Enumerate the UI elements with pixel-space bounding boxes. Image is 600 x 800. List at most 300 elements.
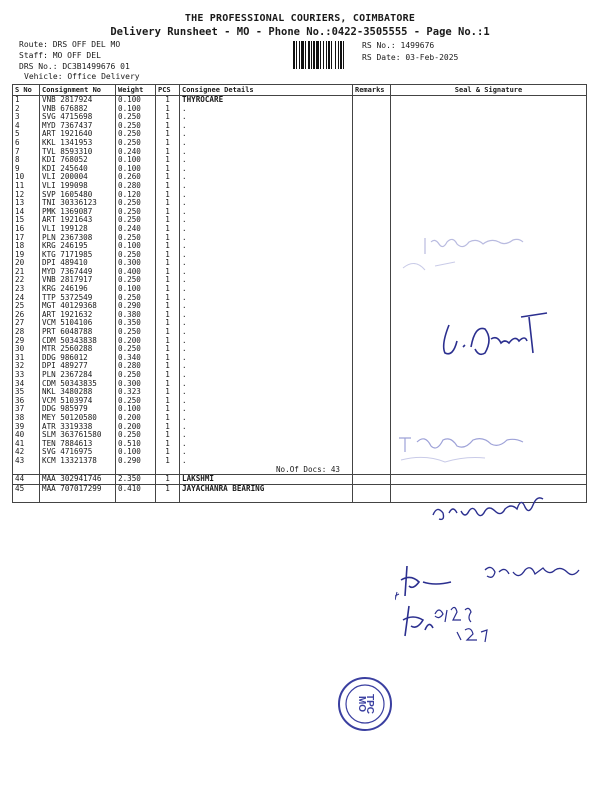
cell-pcs: 1 <box>156 302 180 311</box>
cell-pcs: 1 <box>156 122 180 131</box>
cell-sno: 17 <box>13 234 40 243</box>
cell-consignee: . <box>180 199 353 208</box>
cell-consignment: SVG 4716975 <box>40 448 116 457</box>
cell-remarks <box>353 242 391 251</box>
cell-consignment: KCM 13321378 <box>40 457 116 466</box>
cell-consignment: MYD 7367437 <box>40 122 116 131</box>
table-row <box>13 148 587 157</box>
cell-seal-signature <box>391 397 587 406</box>
cell-consignee: . <box>180 225 353 234</box>
cell-consignment: VCM 5103974 <box>40 397 116 406</box>
cell-consignee: . <box>180 285 353 294</box>
cell-consignment: PLN 2367284 <box>40 371 116 380</box>
cell-seal-signature <box>391 130 587 139</box>
cell-seal-signature <box>391 105 587 114</box>
cell-pcs: 1 <box>156 414 180 423</box>
cell-consignee: . <box>180 345 353 354</box>
cell-consignment: DPI 489410 <box>40 259 116 268</box>
table-row <box>13 216 587 225</box>
cell-pcs: 1 <box>156 337 180 346</box>
thyrocare-faded-stamp <box>395 228 535 278</box>
cell-consignee: . <box>180 405 353 414</box>
cell-consignee: . <box>180 173 353 182</box>
cell-pcs: 1 <box>156 173 180 182</box>
cell-consignment: MAA 707017299 <box>40 484 116 493</box>
empty-cell <box>156 466 180 475</box>
cell-sno: 24 <box>13 294 40 303</box>
cell-weight: 0.100 <box>116 96 156 105</box>
svg-text:MO: MO <box>356 695 367 713</box>
cell-weight: 0.410 <box>116 484 156 493</box>
cell-sno: 37 <box>13 405 40 414</box>
cell-consignment: DDG 985979 <box>40 405 116 414</box>
cell-sno: 28 <box>13 328 40 337</box>
table-row <box>13 191 587 200</box>
cell-consignee: . <box>180 191 353 200</box>
cell-weight: 0.300 <box>116 380 156 389</box>
barcode-bar <box>331 41 332 69</box>
cell-consignee: . <box>180 165 353 174</box>
cell-seal-signature <box>391 199 587 208</box>
cell-consignee: THYROCARE <box>180 96 353 105</box>
cell-remarks <box>353 380 391 389</box>
cell-consignment: KRG 246196 <box>40 285 116 294</box>
cell-pcs: 1 <box>156 242 180 251</box>
cell-pcs: 1 <box>156 328 180 337</box>
cell-seal-signature <box>391 380 587 389</box>
cell-consignment: TVL 8593310 <box>40 148 116 157</box>
cell-consignment: CDM 50343835 <box>40 380 116 389</box>
cell-pcs: 1 <box>156 139 180 148</box>
header-title: THE PROFESSIONAL COURIERS, COIMBATORE <box>184 13 416 24</box>
cell-pcs: 1 <box>156 156 180 165</box>
barcode-bar <box>299 41 300 69</box>
cell-remarks <box>353 165 391 174</box>
cell-pcs: 1 <box>156 148 180 157</box>
cell-consignment: MTR 2560288 <box>40 345 116 354</box>
cell-consignee: . <box>180 182 353 191</box>
cell-consignment: ART 1921632 <box>40 311 116 320</box>
cell-consignment: VNB 676882 <box>40 105 116 114</box>
barcode-bar <box>308 41 310 69</box>
cell-consignee: . <box>180 319 353 328</box>
cell-weight: 0.250 <box>116 431 156 440</box>
cell-pcs: 1 <box>156 96 180 105</box>
table-row <box>13 122 587 131</box>
cell-consignment: MEY 50120580 <box>40 414 116 423</box>
drs-number: DRS No.: DC3B1499676 01 <box>19 62 130 71</box>
cell-remarks <box>353 457 391 466</box>
rs-date: RS Date: 03-Feb-2025 <box>362 53 459 62</box>
cell-remarks <box>353 251 391 260</box>
cell-seal-signature <box>391 148 587 157</box>
empty-cell <box>156 493 180 502</box>
cell-remarks <box>353 259 391 268</box>
cell-seal-signature <box>391 414 587 423</box>
empty-cell <box>13 466 40 475</box>
cell-sno: 12 <box>13 191 40 200</box>
cell-sno: 45 <box>13 484 40 493</box>
cell-weight: 0.250 <box>116 397 156 406</box>
cell-consignment: DDG 986012 <box>40 354 116 363</box>
cell-pcs: 1 <box>156 345 180 354</box>
cell-remarks <box>353 199 391 208</box>
cell-remarks <box>353 440 391 449</box>
cell-remarks <box>353 431 391 440</box>
barcode-bar <box>296 41 297 69</box>
cell-consignment: PLN 2367308 <box>40 234 116 243</box>
cell-sno: 39 <box>13 423 40 432</box>
cell-pcs: 1 <box>156 311 180 320</box>
table-row <box>13 165 587 174</box>
cell-sno: 22 <box>13 276 40 285</box>
cell-sno: 31 <box>13 354 40 363</box>
cell-consignment: VLI 199098 <box>40 182 116 191</box>
table-row <box>13 173 587 182</box>
table-row <box>13 208 587 217</box>
cell-seal-signature <box>391 285 587 294</box>
cell-consignee: . <box>180 423 353 432</box>
cell-sno: 18 <box>13 242 40 251</box>
table-row <box>13 380 587 389</box>
cell-remarks <box>353 354 391 363</box>
cell-remarks <box>353 484 391 493</box>
cell-sno: 1 <box>13 96 40 105</box>
cell-consignment: MYD 7367449 <box>40 268 116 277</box>
table-row <box>13 105 587 114</box>
cell-remarks <box>353 475 391 485</box>
cell-seal-signature <box>391 405 587 414</box>
cell-remarks <box>353 234 391 243</box>
cell-seal-signature <box>391 475 587 485</box>
cell-consignee: . <box>180 122 353 131</box>
cell-consignee: . <box>180 414 353 423</box>
cell-sno: 38 <box>13 414 40 423</box>
cell-remarks <box>353 208 391 217</box>
cell-weight: 0.100 <box>116 405 156 414</box>
cell-pcs: 1 <box>156 191 180 200</box>
cell-weight: 0.100 <box>116 105 156 114</box>
cell-remarks <box>353 113 391 122</box>
cell-weight: 0.250 <box>116 276 156 285</box>
cell-weight: 0.323 <box>116 388 156 397</box>
table-row <box>13 199 587 208</box>
cell-sno: 27 <box>13 319 40 328</box>
cell-consignment: VNB 2817924 <box>40 96 116 105</box>
barcode-bar <box>343 41 344 69</box>
table-row <box>13 113 587 122</box>
cell-seal-signature <box>391 122 587 131</box>
cell-pcs: 1 <box>156 251 180 260</box>
route-label: Route: DRS OFF DEL MO <box>19 40 121 49</box>
cell-consignee: . <box>180 259 353 268</box>
cell-weight: 0.250 <box>116 122 156 131</box>
barcode-bar <box>326 41 327 69</box>
barcode-bar <box>323 41 324 69</box>
cell-remarks <box>353 294 391 303</box>
cell-sno: 41 <box>13 440 40 449</box>
cell-consignee: . <box>180 148 353 157</box>
cell-sno: 8 <box>13 156 40 165</box>
cell-pcs: 1 <box>156 405 180 414</box>
cell-remarks <box>353 302 391 311</box>
cell-sno: 9 <box>13 165 40 174</box>
cell-consignment: VCM 5104106 <box>40 319 116 328</box>
cell-pcs: 1 <box>156 285 180 294</box>
cell-remarks <box>353 276 391 285</box>
staff-label: Staff: MO OFF DEL <box>19 51 101 60</box>
cell-seal-signature <box>391 182 587 191</box>
signature-2 <box>425 485 555 530</box>
cell-sno: 14 <box>13 208 40 217</box>
cell-weight: 0.250 <box>116 371 156 380</box>
cell-pcs: 1 <box>156 208 180 217</box>
empty-cell <box>13 493 40 502</box>
cell-sno: 16 <box>13 225 40 234</box>
cell-pcs: 1 <box>156 388 180 397</box>
cell-weight: 0.200 <box>116 423 156 432</box>
cell-consignment: KRG 246195 <box>40 242 116 251</box>
cell-seal-signature <box>391 388 587 397</box>
cell-pcs: 1 <box>156 268 180 277</box>
cell-consignment: NKL 3480288 <box>40 388 116 397</box>
cell-consignment: KKL 1341953 <box>40 139 116 148</box>
barcode-bar <box>340 41 342 69</box>
cell-weight: 0.100 <box>116 242 156 251</box>
cell-weight: 0.240 <box>116 148 156 157</box>
cell-weight: 0.350 <box>116 319 156 328</box>
cell-weight: 0.250 <box>116 328 156 337</box>
cell-sno: 7 <box>13 148 40 157</box>
cell-consignee: . <box>180 328 353 337</box>
table-row <box>13 156 587 165</box>
cell-seal-signature <box>391 371 587 380</box>
cell-consignment: VLI 200004 <box>40 173 116 182</box>
table-row <box>13 475 587 485</box>
cell-consignee: . <box>180 380 353 389</box>
cell-consignment: SVP 1605480 <box>40 191 116 200</box>
cell-pcs: 1 <box>156 234 180 243</box>
cell-sno: 19 <box>13 251 40 260</box>
cell-weight: 0.290 <box>116 302 156 311</box>
vehicle-label: Vehicle: Office Delivery <box>24 72 140 81</box>
cell-consignment: MAA 302941746 <box>40 475 116 485</box>
cell-consignment: TNI 30336123 <box>40 199 116 208</box>
cell-consignee: . <box>180 276 353 285</box>
cell-remarks <box>353 397 391 406</box>
cell-pcs: 1 <box>156 182 180 191</box>
cell-remarks <box>353 337 391 346</box>
table-row <box>13 397 587 406</box>
cell-consignee: . <box>180 130 353 139</box>
thyrocare-faded-stamp-2 <box>395 428 545 468</box>
cell-pcs: 1 <box>156 448 180 457</box>
cell-consignee: . <box>180 337 353 346</box>
cell-sno: 33 <box>13 371 40 380</box>
cell-weight: 0.200 <box>116 414 156 423</box>
cell-weight: 0.100 <box>116 165 156 174</box>
cell-consignment: TTP 5372549 <box>40 294 116 303</box>
cell-consignee: . <box>180 354 353 363</box>
cell-consignee: . <box>180 388 353 397</box>
cell-sno: 5 <box>13 130 40 139</box>
cell-sno: 44 <box>13 475 40 485</box>
cell-sno: 6 <box>13 139 40 148</box>
cell-pcs: 1 <box>156 105 180 114</box>
cell-pcs: 1 <box>156 423 180 432</box>
cell-consignment: MGT 40129368 <box>40 302 116 311</box>
cell-weight: 0.100 <box>116 448 156 457</box>
cell-sno: 29 <box>13 337 40 346</box>
cell-seal-signature <box>391 216 587 225</box>
cell-weight: 0.120 <box>116 191 156 200</box>
cell-consignee: . <box>180 216 353 225</box>
empty-cell <box>180 493 353 502</box>
cell-pcs: 1 <box>156 130 180 139</box>
cell-weight: 0.510 <box>116 440 156 449</box>
col-header-weight: Weight <box>116 85 156 96</box>
cell-weight: 0.200 <box>116 337 156 346</box>
cell-consignment: TEN 7884613 <box>40 440 116 449</box>
cell-weight: 0.100 <box>116 285 156 294</box>
cell-remarks <box>353 388 391 397</box>
cell-weight: 0.250 <box>116 251 156 260</box>
cell-weight: 0.250 <box>116 130 156 139</box>
cell-pcs: 1 <box>156 276 180 285</box>
cell-pcs: 1 <box>156 475 180 485</box>
cell-seal-signature <box>391 191 587 200</box>
cell-consignee: . <box>180 397 353 406</box>
cell-consignee: . <box>180 105 353 114</box>
cell-pcs: 1 <box>156 380 180 389</box>
cell-remarks <box>353 139 391 148</box>
cell-consignment: KDI 768052 <box>40 156 116 165</box>
cell-seal-signature <box>391 156 587 165</box>
cell-weight: 0.290 <box>116 457 156 466</box>
cell-sno: 20 <box>13 259 40 268</box>
cell-pcs: 1 <box>156 319 180 328</box>
cell-remarks <box>353 130 391 139</box>
docs-count: No.Of Docs: 43 <box>180 466 353 475</box>
cell-consignment: ART 1921643 <box>40 216 116 225</box>
cell-consignment: VNB 2817917 <box>40 276 116 285</box>
cell-sno: 2 <box>13 105 40 114</box>
cell-remarks <box>353 423 391 432</box>
cell-consignee: . <box>180 208 353 217</box>
table-row <box>13 96 587 105</box>
cell-consignment: ART 1921640 <box>40 130 116 139</box>
cell-consignee: . <box>180 234 353 243</box>
cell-consignee: . <box>180 294 353 303</box>
cell-sno: 34 <box>13 380 40 389</box>
cell-weight: 0.250 <box>116 294 156 303</box>
cell-remarks <box>353 362 391 371</box>
cell-pcs: 1 <box>156 294 180 303</box>
cell-sno: 35 <box>13 388 40 397</box>
cell-consignment: SLM 363761580 <box>40 431 116 440</box>
cell-remarks <box>353 225 391 234</box>
cell-sno: 23 <box>13 285 40 294</box>
cell-sno: 30 <box>13 345 40 354</box>
table-row <box>13 285 587 294</box>
cell-consignee: . <box>180 139 353 148</box>
cell-weight: 0.250 <box>116 199 156 208</box>
cell-remarks <box>353 405 391 414</box>
cell-consignee: JAYACHANRA BEARING <box>180 484 353 493</box>
cell-weight: 0.250 <box>116 216 156 225</box>
cell-pcs: 1 <box>156 259 180 268</box>
table-header <box>13 85 587 96</box>
table-row <box>13 130 587 139</box>
cell-consignee: . <box>180 371 353 380</box>
cell-pcs: 1 <box>156 362 180 371</box>
cell-weight: 0.250 <box>116 139 156 148</box>
cell-remarks <box>353 96 391 105</box>
cell-remarks <box>353 311 391 320</box>
cell-sno: 25 <box>13 302 40 311</box>
empty-cell <box>40 466 116 475</box>
cell-consignee: . <box>180 457 353 466</box>
cell-weight: 0.300 <box>116 259 156 268</box>
cell-seal-signature <box>391 96 587 105</box>
col-header-seal: Seal & Signature <box>391 85 587 96</box>
cell-remarks <box>353 173 391 182</box>
empty-cell <box>353 493 391 502</box>
cell-pcs: 1 <box>156 484 180 493</box>
cell-sno: 11 <box>13 182 40 191</box>
table-row <box>13 414 587 423</box>
cell-consignee: . <box>180 242 353 251</box>
cell-consignee: . <box>180 268 353 277</box>
barcode <box>293 41 359 69</box>
barcode-bar <box>313 41 315 69</box>
empty-cell <box>353 466 391 475</box>
rs-number: RS No.: 1499676 <box>362 41 435 50</box>
cell-sno: 42 <box>13 448 40 457</box>
cell-consignee: . <box>180 311 353 320</box>
cell-remarks <box>353 216 391 225</box>
cell-consignee: . <box>180 431 353 440</box>
table-row <box>13 182 587 191</box>
cell-weight: 0.260 <box>116 173 156 182</box>
cell-remarks <box>353 268 391 277</box>
barcode-bar <box>320 41 321 69</box>
cell-consignment: ATR 3319338 <box>40 423 116 432</box>
table-row <box>13 371 587 380</box>
empty-cell <box>40 493 116 502</box>
cell-weight: 0.280 <box>116 362 156 371</box>
cell-weight: 0.250 <box>116 345 156 354</box>
cell-pcs: 1 <box>156 113 180 122</box>
cell-sno: 10 <box>13 173 40 182</box>
barcode-bar <box>316 41 319 69</box>
empty-cell <box>116 466 156 475</box>
cell-consignment: PMK 1369087 <box>40 208 116 217</box>
cell-remarks <box>353 156 391 165</box>
cell-weight: 2.350 <box>116 475 156 485</box>
cell-weight: 0.400 <box>116 268 156 277</box>
signature-4 <box>395 596 505 646</box>
cell-remarks <box>353 148 391 157</box>
cell-consignee: . <box>180 302 353 311</box>
col-header-pcs: PCS <box>156 85 180 96</box>
cell-sno: 13 <box>13 199 40 208</box>
cell-remarks <box>353 182 391 191</box>
cell-consignment: CDM 50343838 <box>40 337 116 346</box>
cell-weight: 0.250 <box>116 208 156 217</box>
cell-pcs: 1 <box>156 165 180 174</box>
cell-consignment: KTG 7171985 <box>40 251 116 260</box>
